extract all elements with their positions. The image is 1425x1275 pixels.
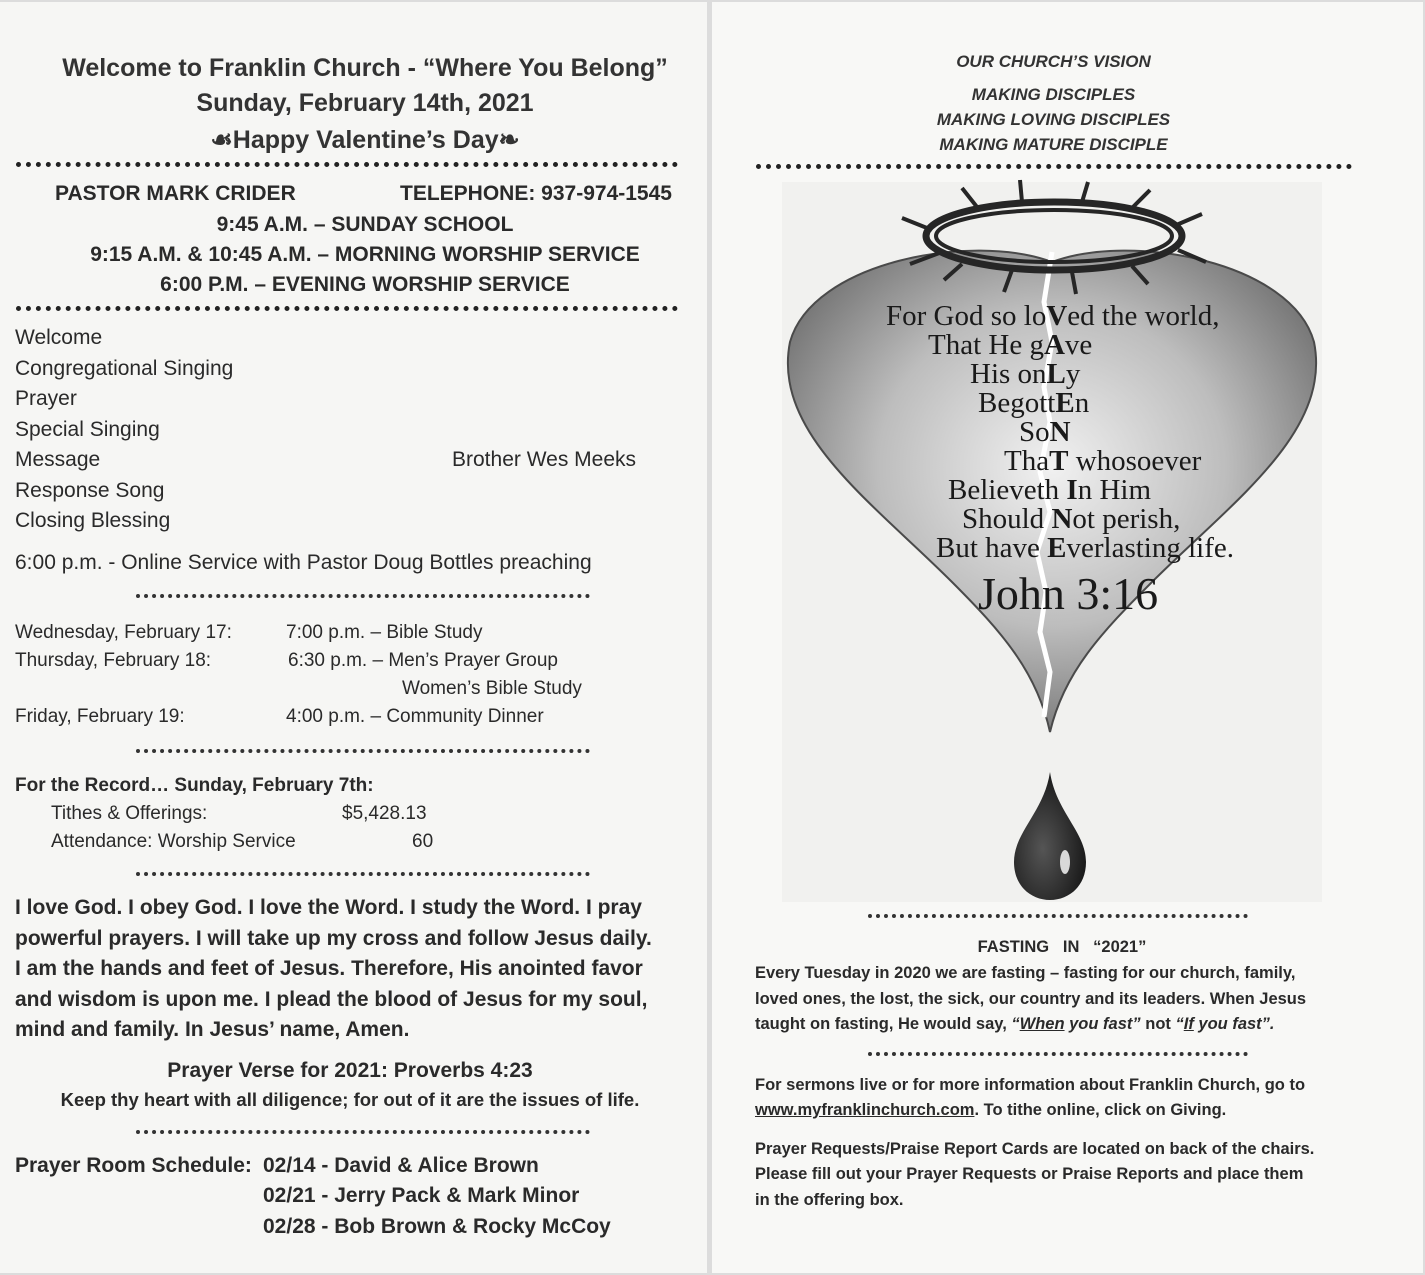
fasting-title: FASTING IN “2021” [977,938,1147,956]
divider [868,914,1248,918]
divider [136,872,590,876]
fleuron-left-icon: ☙ [210,126,233,154]
message-speaker: Brother Wes Meeks [452,448,637,471]
schedule-event: 6:30 p.m. – Men’s Prayer Group [288,650,558,671]
verse-line: BegottEn [978,387,1090,419]
right-page [712,2,1423,1273]
schedule-day: Wednesday, February 17: [15,622,232,643]
prayer-cards-line: in the offering box. [755,1191,904,1209]
vision-line: MAKING MATURE DISCIPLE [939,135,1168,154]
verse-reference: John 3:16 [978,568,1159,619]
attendance-label: Attendance: Worship Service [51,831,296,852]
order-item: Prayer [15,387,77,410]
verse-line: For God so loVed the world, [886,300,1220,332]
attendance-value: 60 [412,831,434,852]
prayer-verse-title: Prayer Verse for 2021: Proverbs 4:23 [167,1059,533,1082]
prayer-cards-line: Please fill out your Prayer Requests or Praise Reports and place them [755,1165,1304,1183]
order-item: Closing Blessing [15,509,171,532]
divider [868,1052,1248,1056]
morning-worship-time: 9:15 A.M. & 10:45 A.M. – MORNING WORSHIP SERVICE [90,243,640,266]
verse-line: But have Everlasting life. [936,532,1235,564]
prayer-room-entry: 02/14 - David & Alice Brown [263,1154,539,1177]
declaration-line: I am the hands and feet of Jesus. Therefore, His anointed favor [15,957,643,980]
declaration-line: powerful prayers. I will take up my cross and follow Jesus daily. [15,927,652,950]
divider [16,306,678,311]
prayer-verse-text: Keep thy heart with all diligence; for out of it are the issues of life. [60,1089,640,1110]
evening-worship-time: 6:00 P.M. – EVENING WORSHIP SERVICE [160,273,570,296]
vision-title: OUR CHURCH’S VISION [956,52,1151,71]
record-title: For the Record… Sunday, February 7th: [15,775,374,796]
schedule-day: Friday, February 19: [15,706,185,727]
verse-line: Should Not perish, [962,503,1181,535]
divider [136,1130,590,1134]
vision-line: MAKING LOVING DISCIPLES [936,110,1171,129]
order-item: Response Song [15,479,165,502]
sunday-school-time: 9:45 A.M. – SUNDAY SCHOOL [216,213,514,236]
verse-line: Believeth In Him [948,474,1151,506]
left-page [0,2,707,1273]
valentine-text: Happy Valentine’s Day [232,126,499,154]
verse-line: ThaT whosoever [1004,445,1202,477]
declaration-line: mind and family. In Jesus’ name, Amen. [15,1018,410,1041]
tithes-label: Tithes & Offerings: [51,803,208,824]
prayer-room-entry: 02/21 - Jerry Pack & Mark Minor [263,1184,580,1207]
prayer-room-label: Prayer Room Schedule: [15,1154,252,1177]
declaration-line: I love God. I obey God. I love the Word. I study the Word. I pray [15,896,642,919]
sermons-info-2: www.myfranklinchurch.com. To tithe online, click on Giving. [755,1101,1227,1119]
pastor-name: PASTOR MARK CRIDER [55,182,296,205]
schedule-day: Thursday, February 18: [15,650,212,671]
verse-line: His onLy [970,358,1081,390]
declaration-line: and wisdom is upon me. I plead the blood of Jesus for my soul, [15,988,648,1011]
fasting-line: Every Tuesday in 2020 we are fasting – fasting for our church, family, [755,964,1296,982]
fasting-line: taught on fasting, He would say, “When you fast” not “If you fast”. [755,1015,1275,1033]
service-date: Sunday, February 14th, 2021 [196,89,534,117]
schedule-event: 4:00 p.m. – Community Dinner [286,706,544,727]
online-service: 6:00 p.m. - Online Service with Pastor Doug Bottles preaching [15,551,592,574]
divider [136,749,590,753]
order-item: Welcome [15,326,103,349]
schedule-event: Women’s Bible Study [402,678,582,699]
order-item: Message [15,448,101,471]
sermons-info: For sermons live or for more information about Franklin Church, go to [755,1076,1306,1094]
telephone: TELEPHONE: 937-974-1545 [400,182,672,205]
prayer-room-entry: 02/28 - Bob Brown & Rocky McCoy [263,1215,611,1238]
schedule-event: 7:00 p.m. – Bible Study [286,622,483,643]
order-item: Special Singing [15,418,160,441]
john-316-verse [782,172,1322,912]
verse-line: SoN [1019,416,1071,448]
tithes-value: $5,428.13 [342,803,427,824]
divider [136,594,590,598]
fasting-line: loved ones, the lost, the sick, our country and its leaders. When Jesus [755,990,1307,1008]
order-item: Congregational Singing [15,357,234,380]
divider [756,164,1352,169]
prayer-cards-line: Prayer Requests/Praise Report Cards are located on back of the chairs. [755,1140,1315,1158]
verse-line: That He gAve [928,329,1093,361]
divider [16,162,678,167]
welcome-title: Welcome to Franklin Church - “Where You Belong” [62,54,668,82]
valentine-line [0,125,707,155]
vision-line: MAKING DISCIPLES [971,85,1136,104]
fleuron-right-icon: ❧ [498,126,520,154]
website-link[interactable]: www.myfranklinchurch.com [755,1101,975,1119]
